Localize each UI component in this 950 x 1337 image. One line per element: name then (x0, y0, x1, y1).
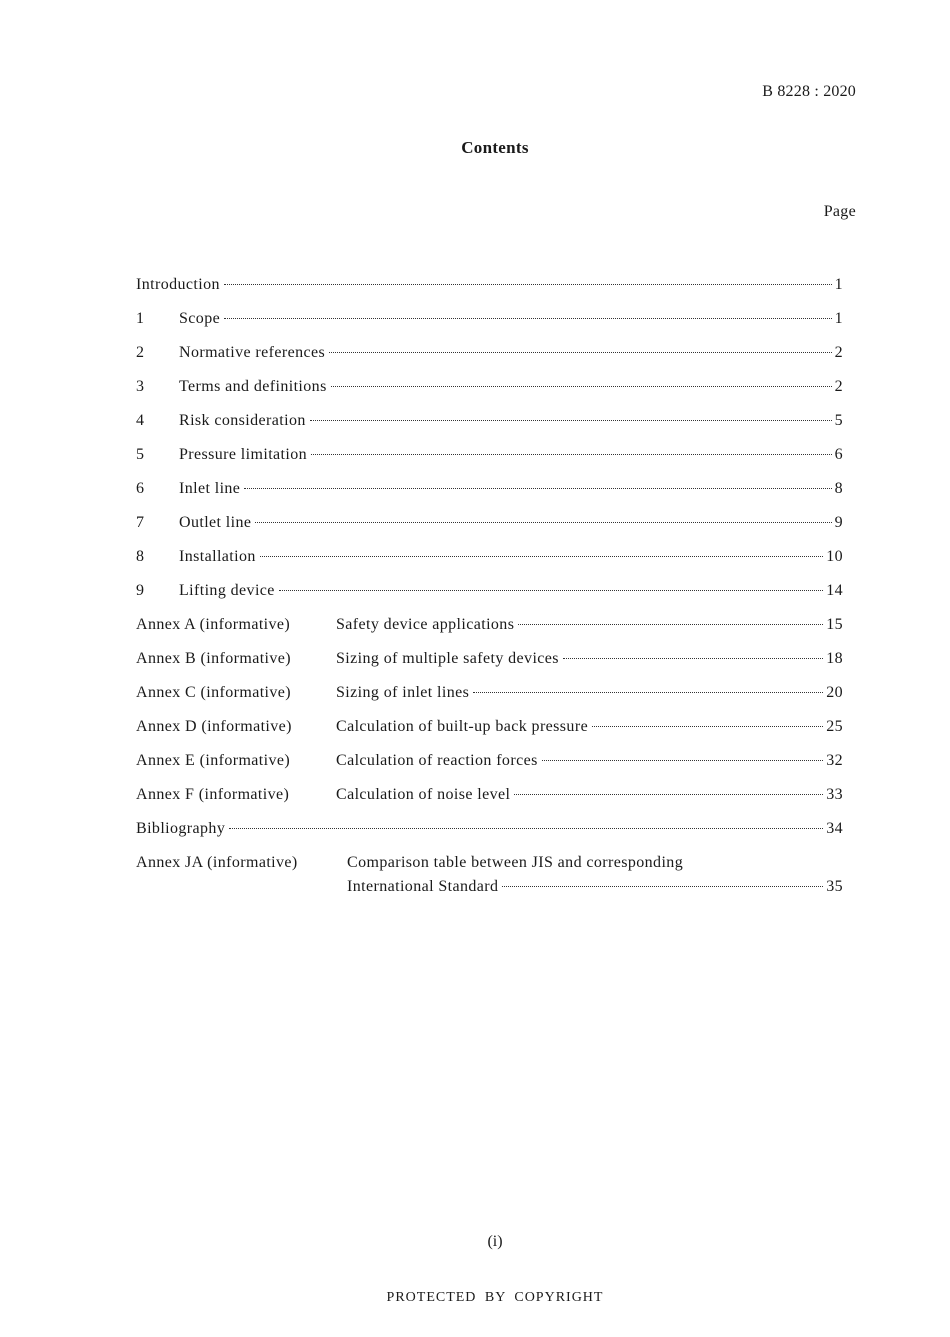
toc-entry-annex-ja[interactable] (136, 854, 843, 896)
toc-entry-clause-7[interactable] (136, 514, 843, 548)
clause-number: 8 (136, 548, 145, 565)
dot-leader (311, 454, 832, 455)
toc-entry-page: 34 (826, 820, 843, 837)
toc-entry-page: 1 (834, 276, 843, 293)
toc-entry-page: 5 (834, 412, 843, 429)
annex-designation: Annex D (informative) (136, 718, 292, 735)
toc-entry-label: Normative references (179, 344, 326, 361)
toc-entry-annex-d[interactable] (136, 718, 843, 752)
toc-entry-clause-6[interactable] (136, 480, 843, 514)
toc-entry-page: 25 (826, 718, 843, 735)
dot-leader (244, 488, 831, 489)
toc-entry-label: Calculation of built-up back pressure (336, 718, 589, 735)
dot-leader (563, 658, 823, 659)
toc-entry-label: Sizing of inlet lines (336, 684, 470, 701)
clause-number: 6 (136, 480, 145, 497)
toc-entry-page: 15 (826, 616, 843, 633)
toc-entry-annex-f[interactable] (136, 786, 843, 820)
clause-number: 9 (136, 582, 145, 599)
dot-leader (260, 556, 823, 557)
toc-entry-label: Risk consideration (179, 412, 306, 429)
dot-leader (224, 318, 831, 319)
toc-entry-label: Bibliography (136, 820, 226, 837)
dot-leader (473, 692, 823, 693)
toc-entry-label: Sizing of multiple safety devices (336, 650, 559, 667)
dot-leader (224, 284, 832, 285)
annex-designation: Annex E (informative) (136, 752, 291, 769)
clause-number: 1 (136, 310, 145, 327)
toc-entry-label: Inlet line (179, 480, 241, 497)
toc-entry-clause-9[interactable] (136, 582, 843, 616)
dot-leader (514, 794, 823, 795)
toc-entry-label: Installation (179, 548, 256, 565)
toc-entry-clause-2[interactable] (136, 344, 843, 378)
toc-entry-page: 20 (826, 684, 843, 701)
dot-leader (518, 624, 823, 625)
toc-entry-page: 33 (826, 786, 843, 803)
toc-entry-label: Introduction (136, 276, 220, 293)
toc-entry-page: 6 (834, 446, 843, 463)
toc-entry-page: 2 (834, 378, 843, 395)
toc-entry-clause-1[interactable] (136, 310, 843, 344)
toc-entry-page: 10 (826, 548, 843, 565)
toc-entry-label-line-2: International Standard (347, 878, 499, 895)
annex-designation: Annex B (informative) (136, 650, 292, 667)
clause-number: 4 (136, 412, 145, 429)
toc-entry-label: Calculation of reaction forces (336, 752, 538, 769)
dot-leader (255, 522, 831, 523)
annex-designation: Annex C (informative) (136, 684, 292, 701)
dot-leader (329, 352, 831, 353)
annex-designation: Annex F (informative) (136, 786, 290, 803)
toc-entry-clause-8[interactable] (136, 548, 843, 582)
toc-entry-page: 35 (826, 878, 843, 895)
dot-leader (502, 886, 823, 887)
toc-entry-line-2 (347, 878, 843, 896)
clause-number: 7 (136, 514, 145, 531)
dot-leader (331, 386, 832, 387)
toc-entry-label: Terms and definitions (179, 378, 327, 395)
document-id: B 8228 : 2020 (762, 83, 856, 100)
dot-leader (279, 590, 823, 591)
toc-entry-bibliography[interactable] (136, 820, 843, 854)
toc-entry-annex-e[interactable] (136, 752, 843, 786)
toc-entry-page: 14 (826, 582, 843, 599)
toc-entry-clause-3[interactable] (136, 378, 843, 412)
toc-entry-page: 8 (834, 480, 843, 497)
toc-entry-multiline-body (347, 854, 843, 896)
annex-designation: Annex JA (informative) (136, 854, 298, 871)
toc-entry-label: Pressure limitation (179, 446, 308, 463)
page-title: Contents (461, 138, 529, 157)
page-column-label: Page (823, 203, 856, 220)
toc-entry-annex-c[interactable] (136, 684, 843, 718)
toc-entry-label-line-1: Comparison table between JIS and corresponding (347, 854, 684, 871)
toc-entry-annex-b[interactable] (136, 650, 843, 684)
copyright-notice: PROTECTED BY COPYRIGHT (386, 1290, 604, 1305)
footer-page-number: (i) (487, 1233, 503, 1250)
toc-entry-clause-5[interactable] (136, 446, 843, 480)
dot-leader (310, 420, 832, 421)
toc-entry-page: 18 (826, 650, 843, 667)
toc-entry-page: 9 (834, 514, 843, 531)
toc-entry-page: 32 (826, 752, 843, 769)
table-of-contents (136, 276, 843, 896)
dot-leader (229, 828, 823, 829)
clause-number: 5 (136, 446, 145, 463)
toc-entry-page: 1 (834, 310, 843, 327)
toc-entry-clause-4[interactable] (136, 412, 843, 446)
toc-entry-page: 2 (834, 344, 843, 361)
toc-entry-label: Calculation of noise level (336, 786, 511, 803)
toc-entry-label: Outlet line (179, 514, 252, 531)
annex-designation: Annex A (informative) (136, 616, 291, 633)
toc-entry-label: Lifting device (179, 582, 275, 599)
toc-entry-label: Scope (179, 310, 221, 327)
dot-leader (542, 760, 823, 761)
dot-leader (592, 726, 823, 727)
toc-entry-introduction[interactable] (136, 276, 843, 310)
clause-number: 3 (136, 378, 145, 395)
toc-entry-label: Safety device applications (336, 616, 515, 633)
clause-number: 2 (136, 344, 145, 361)
toc-entry-annex-a[interactable] (136, 616, 843, 650)
